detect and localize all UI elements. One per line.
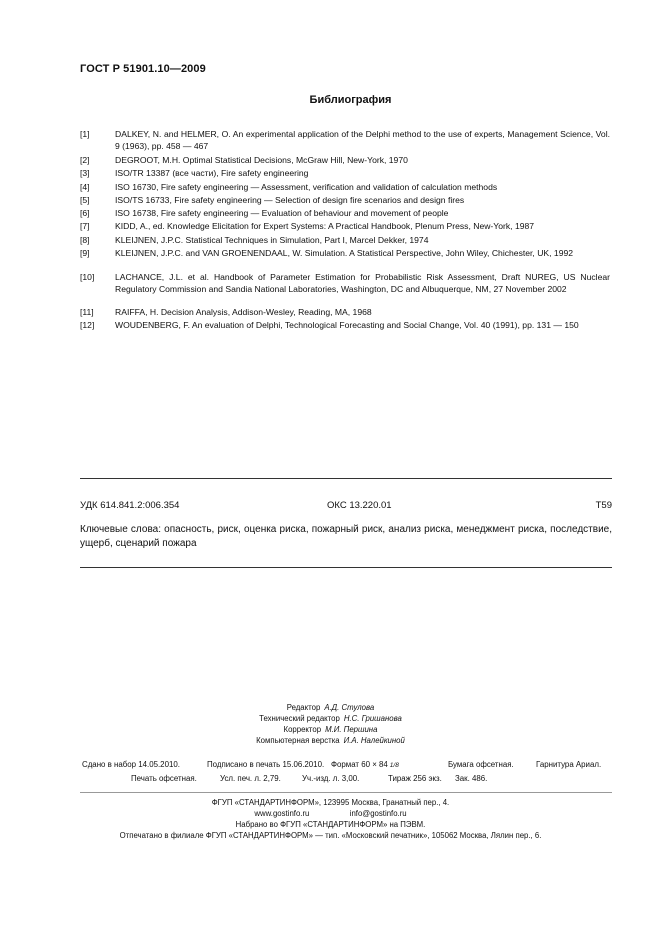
credit-editor	[0, 703, 661, 714]
divider-top	[80, 478, 612, 479]
publisher-contacts	[0, 808, 661, 819]
reference-number: [2]	[80, 155, 90, 165]
format-fraction: 1/8	[389, 762, 399, 769]
pub-sheets: Уч.-изд. л. 3,00.	[302, 774, 360, 783]
reference-number: [11]	[80, 307, 94, 317]
submitted-date: Сдано в набор 14.05.2010.	[82, 760, 180, 769]
bibliography-title: Библиография	[309, 94, 392, 106]
imprint-line-1	[82, 758, 612, 772]
credit-name: М.И. Першина	[325, 725, 378, 734]
reference-number: [12]	[80, 320, 95, 330]
reference-text: ISO/TS 16733, Fire safety engineering — Selection of design fire scenarios and design fires	[115, 195, 465, 205]
credit-name: Н.С. Гришанова	[343, 714, 402, 723]
document-id: ГОСТ Р 51901.10—2009	[80, 63, 206, 75]
classification-code: Т59	[595, 500, 612, 511]
imprint-divider	[80, 792, 612, 793]
credit-layout	[0, 736, 661, 747]
paper-format: Формат 60 × 84 1/8	[331, 760, 399, 769]
order-number: Зак. 486.	[455, 774, 488, 783]
credit-proofreader	[0, 725, 661, 736]
reference-text: RAIFFA, H. Decision Analysis, Addison-Wesley, Reading, MA, 1968	[115, 307, 372, 317]
reference-number: [9]	[80, 248, 90, 258]
reference-text: KIDD, A., ed. Knowledge Elicitation for Expert Systems: A Practical Handbook, Plenum Press, New-York, 1987	[115, 221, 535, 231]
publisher-web[interactable]: www.gostinfo.ru	[254, 809, 310, 818]
credit-label: Корректор	[283, 725, 322, 734]
print-type: Печать офсетная.	[131, 774, 197, 783]
circulation: Тираж 256 экз.	[388, 774, 442, 783]
reference-text: ISO/TR 13387 (все части), Fire safety engineering	[115, 168, 309, 178]
credit-label: Компьютерная верстка	[256, 736, 340, 745]
reference-text: KLEIJNEN, J.P.C. Statistical Techniques in Simulation, Part I, Marcel Dekker, 1974	[115, 235, 429, 245]
imprint-line-2	[82, 772, 612, 786]
reference-text: KLEIJNEN, J.P.C. and VAN GROENENDAAL, W. Simulation. A Statistical Perspective, John Wiley, Chichester, UK, 1992	[115, 248, 574, 258]
reference-item	[80, 272, 610, 295]
reference-item	[80, 155, 610, 167]
credit-name: И.А. Налейкиной	[343, 736, 405, 745]
reference-number: [1]	[80, 129, 90, 139]
credit-tech-editor	[0, 714, 661, 725]
keywords: Ключевые слова: опасность, риск, оценка риска, пожарный риск, анализ риска, менеджмент риска, последствие, ущерб, сценарий пожара	[80, 524, 612, 549]
reference-number: [10]	[80, 272, 95, 282]
reference-item	[80, 320, 610, 332]
divider-bottom	[80, 567, 612, 568]
signed-date: Подписано в печать 15.06.2010.	[207, 760, 325, 769]
reference-item	[80, 208, 610, 220]
reference-text: LACHANCE, J.L. et al. Handbook of Parameter Estimation for Probabilistic Risk Assessment, Draft NUREG, US Nuclear Regulatory Commission and Sandia National Laboratories, Washington, DC and Albuquerque, NM, 27 November 2002	[115, 272, 610, 294]
publisher-email[interactable]: info@gostinfo.ru	[349, 809, 407, 818]
udk-code: УДК 614.841.2:006.354	[80, 500, 180, 511]
reference-number: [5]	[80, 195, 90, 205]
reference-text: DEGROOT, M.H. Optimal Statistical Decisions, McGraw Hill, New-York, 1970	[115, 155, 408, 165]
credit-label: Технический редактор	[259, 714, 340, 723]
typeset-note: Набрано во ФГУП «СТАНДАРТИНФОРМ» на ПЭВМ.	[235, 820, 426, 829]
reference-item	[80, 182, 610, 194]
reference-item	[80, 307, 610, 319]
reference-number: [3]	[80, 168, 90, 178]
reference-item	[80, 235, 610, 247]
reference-number: [6]	[80, 208, 90, 218]
publisher-address: ФГУП «СТАНДАРТИНФОРМ», 123995 Москва, Гранатный пер., 4.	[211, 798, 450, 807]
reference-text: DALKEY, N. and HELMER, O. An experimental application of the Delphi method to the use of experts, Management Science, Vol. 9 (1963), pp. 458 — 467	[115, 129, 610, 151]
reference-text: WOUDENBERG, F. An evaluation of Delphi, Technological Forecasting and Social Change, Vol. 40 (1991), pp. 131 — 150	[115, 320, 579, 330]
typeface: Гарнитура Ариал.	[536, 760, 602, 769]
reference-item	[80, 129, 610, 152]
paper-type: Бумага офсетная.	[448, 760, 514, 769]
reference-number: [7]	[80, 221, 90, 231]
reference-item	[80, 195, 610, 207]
reference-item	[80, 248, 610, 260]
reference-item	[80, 221, 610, 233]
print-sheets: Усл. печ. л. 2,79.	[220, 774, 281, 783]
reference-number: [4]	[80, 182, 90, 192]
reference-text: ISO 16730, Fire safety engineering — Assessment, verification and validation of calculation methods	[115, 182, 498, 192]
reference-number: [8]	[80, 235, 90, 245]
reference-item	[80, 168, 610, 180]
credit-name: А.Д. Стулова	[324, 703, 375, 712]
printed-note: Отпечатано в филиале ФГУП «СТАНДАРТИНФОРМ» — тип. «Московский печатник», 105062 Москва, Лялин пер., 6.	[119, 831, 542, 840]
reference-text: ISO 16738, Fire safety engineering — Evaluation of behaviour and movement of people	[115, 208, 449, 218]
credit-label: Редактор	[286, 703, 321, 712]
oks-code: ОКС 13.220.01	[327, 500, 392, 511]
